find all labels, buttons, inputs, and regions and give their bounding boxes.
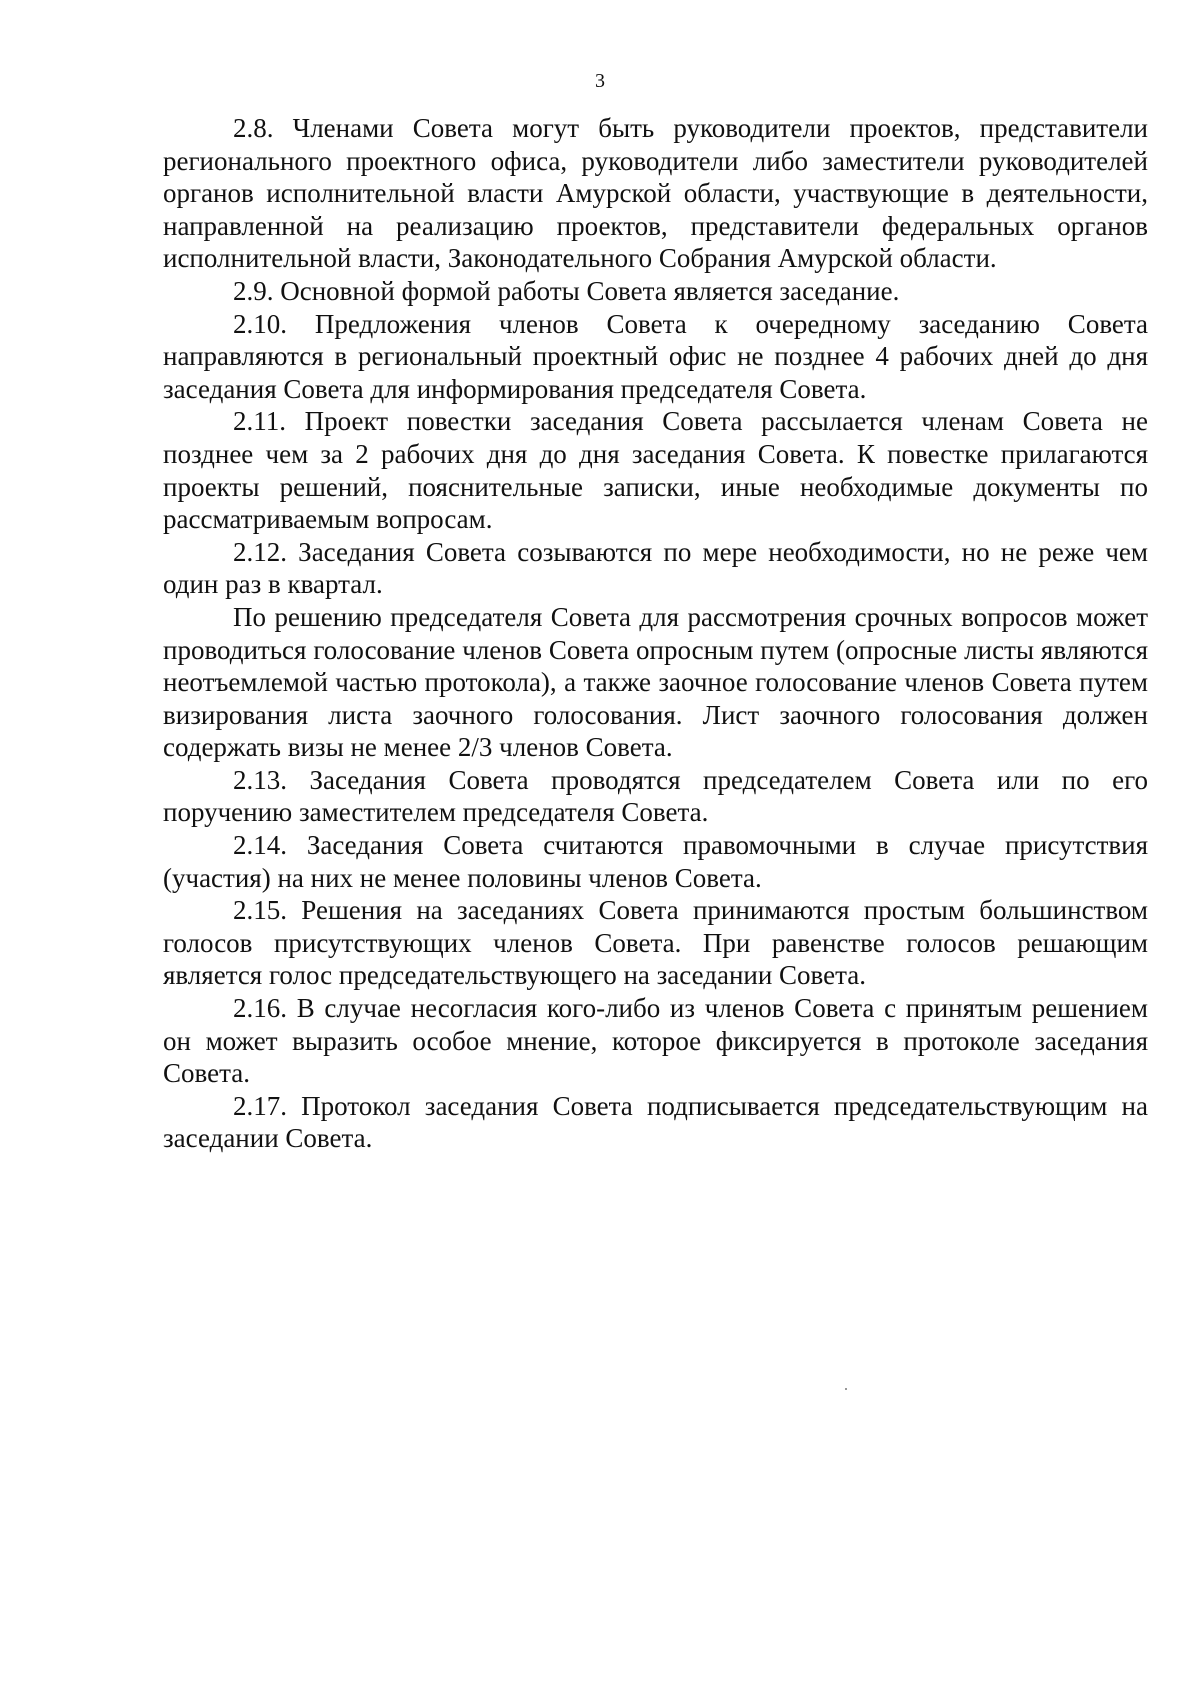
paragraph-2-8: 2.8. Членами Совета могут быть руководители проектов, представители регионального проектного офиса, руководители либо заместители руководителей органов исполнительной власти Амурской области, участвующие в деятельности, направленной на реализацию проектов, представители федеральных органов исполнительной власти, Законодательного Собрания Амурской области. bbox=[163, 113, 1148, 274]
document-body bbox=[163, 112, 1148, 1155]
paragraph-2-15: 2.15. Решения на заседаниях Совета принимаются простым большинством голосов присутствующих членов Совета. При равенстве голосов решающим является голос председательствующего на заседании Совета. bbox=[163, 895, 1148, 991]
paragraph-2-9: 2.9. Основной формой работы Совета является заседание. bbox=[233, 275, 900, 306]
paragraph-2-12-continued: По решению председателя Совета для рассмотрения срочных вопросов может проводиться голосование членов Совета опросным путем (опросные листы являются неотъемлемой частью протокола), а также заочное голосование членов Совета путем визирования листа заочного голосования. Лист заочного голосования должен содержать визы не менее 2/3 членов Совета. bbox=[163, 601, 1148, 763]
paragraph-2-17: 2.17. Протокол заседания Совета подписывается председательствующим на заседании Совета. bbox=[163, 1090, 1148, 1154]
paragraph-2-14: 2.14. Заседания Совета считаются правомочными в случае присутствия (участия) на них не менее половины членов Совета. bbox=[163, 830, 1148, 893]
scan-speck bbox=[845, 1388, 847, 1390]
paragraph-2-16: 2.16. В случае несогласия кого-либо из членов Совета с принятым решением он может выразить особое мнение, которое фиксируется в протоколе заседания Совета. bbox=[163, 993, 1148, 1089]
paragraph-2-11: 2.11. Проект повестки заседания Совета рассылается членам Совета не позднее чем за 2 рабочих дня до дня заседания Совета. К повестке прилагаются проекты решений, пояснительные записки, иные необходимые документы по рассматриваемым вопросам. bbox=[163, 406, 1148, 535]
paragraph-2-10: 2.10. Предложения членов Совета к очередному заседанию Совета направляются в региональный проектный офис не позднее 4 рабочих дней до дня заседания Совета для информирования председателя Совета. bbox=[163, 308, 1148, 404]
paragraph-2-12: 2.12. Заседания Совета созываются по мере необходимости, но не реже чем один раз в квартал. bbox=[163, 536, 1148, 600]
paragraph-2-13: 2.13. Заседания Совета проводятся председателем Совета или по его поручению заместителем председателя Совета. bbox=[163, 764, 1148, 828]
page-number: 3 bbox=[595, 70, 605, 92]
